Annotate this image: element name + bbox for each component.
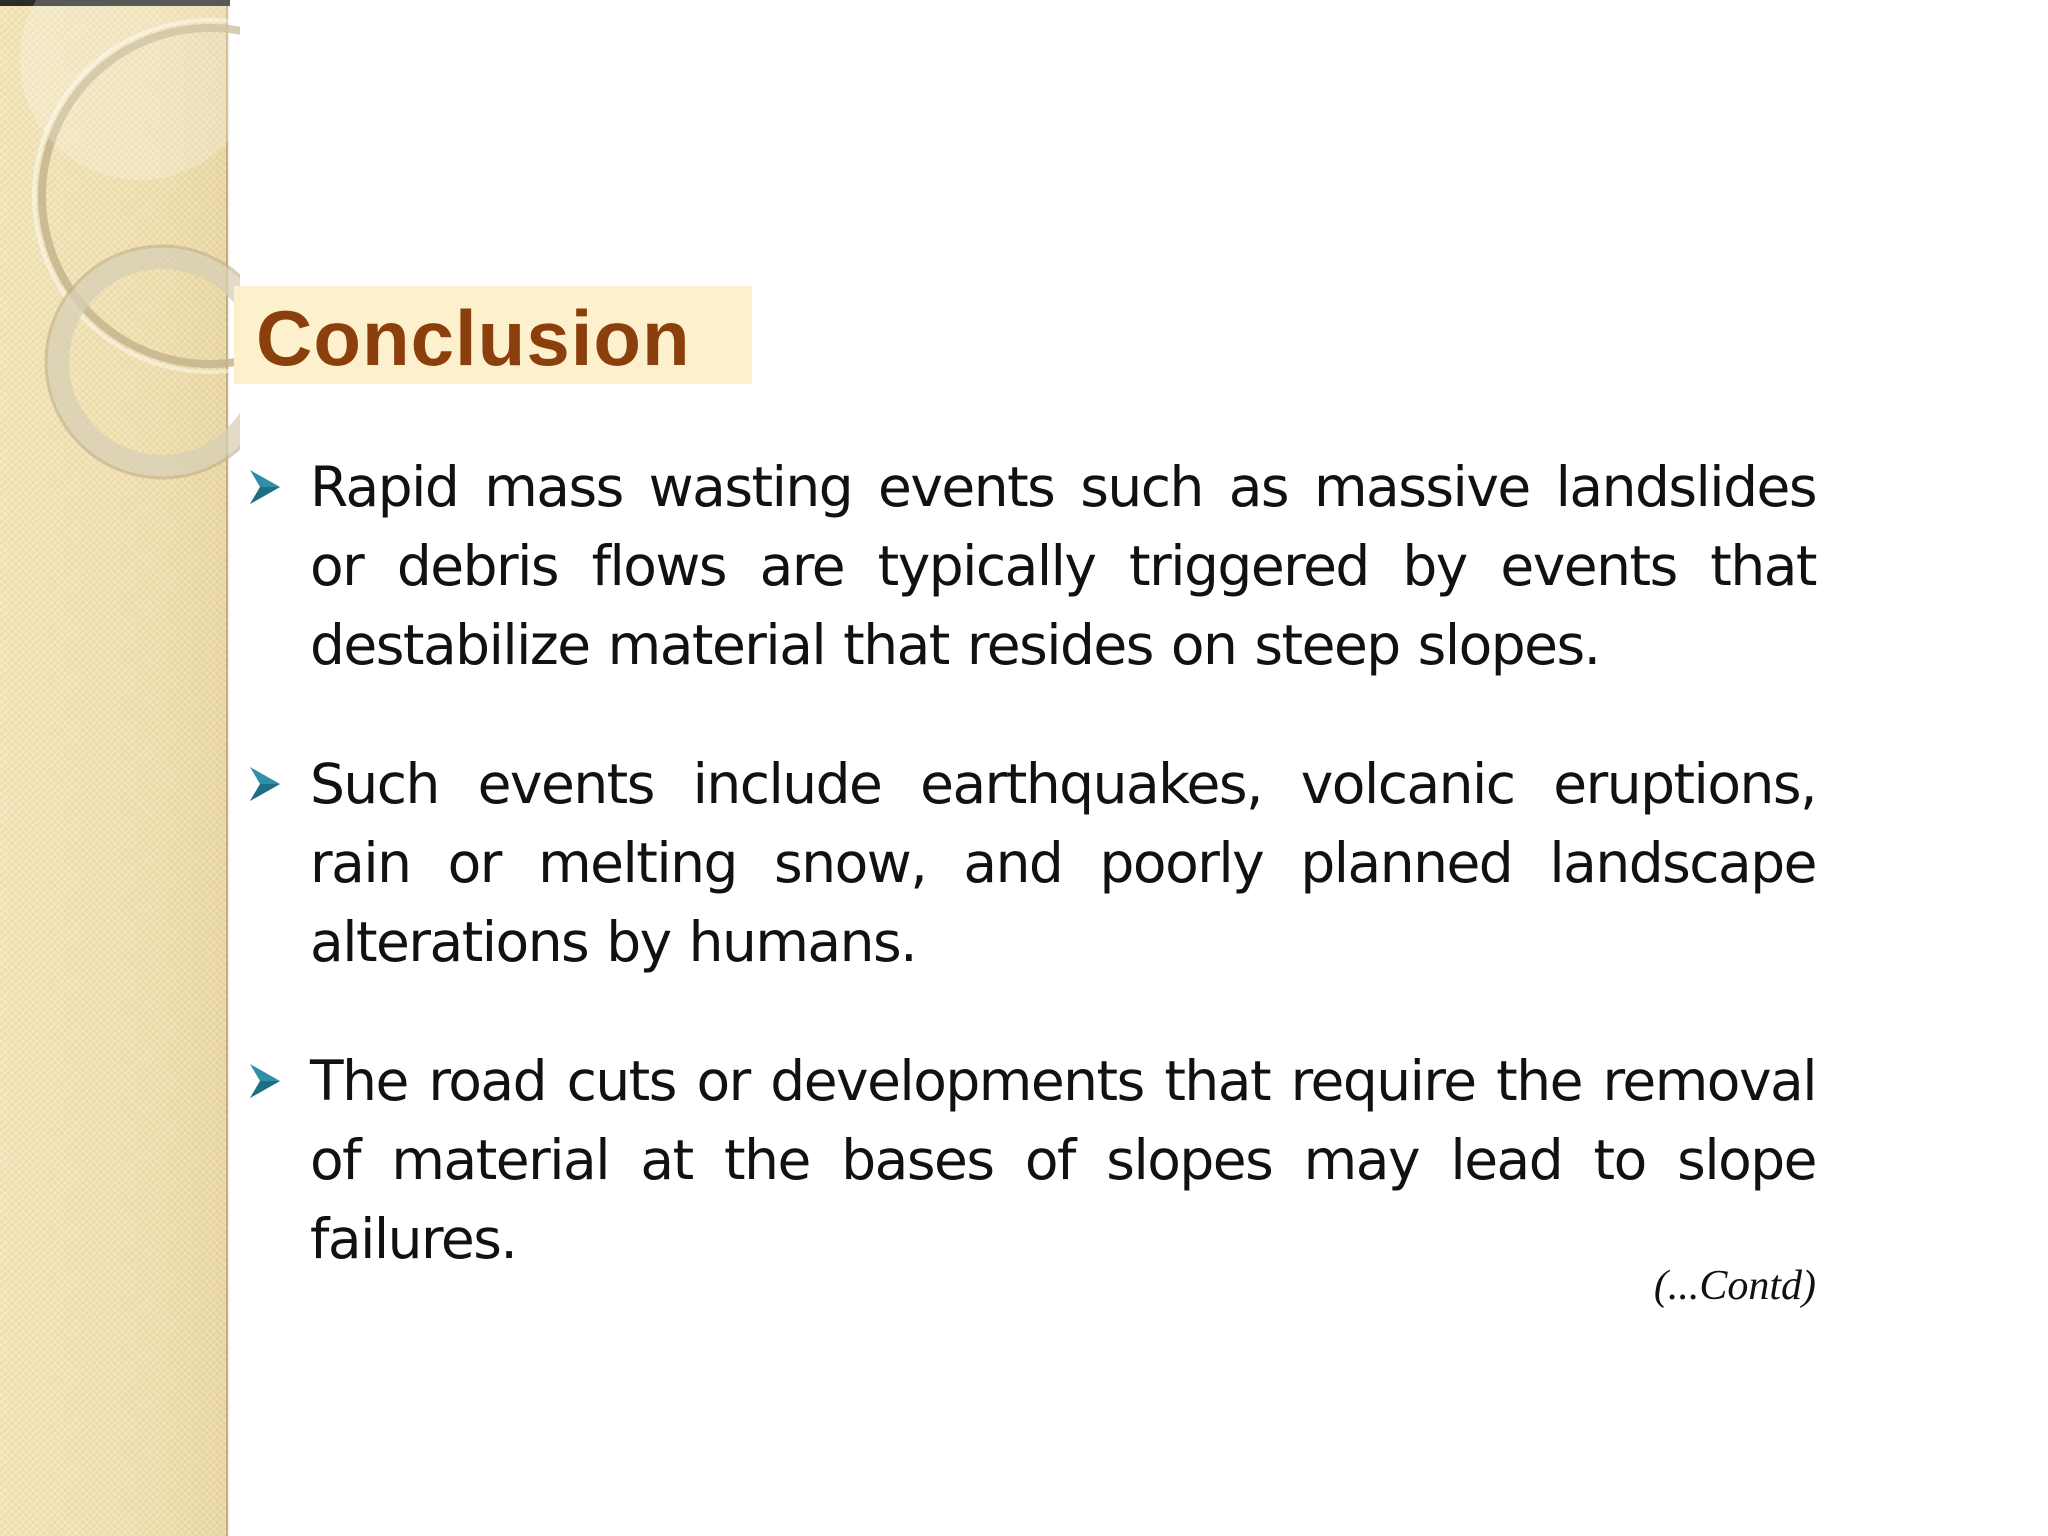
bullet-text: Rapid mass wasting events such as massive landslides or debris flows are typically triggered by events that destabilize material that resides on steep slopes. xyxy=(310,455,1816,677)
bullet-text: The road cuts or developments that require the removal of material at the bases of slopes may lead to slope failures. xyxy=(310,1049,1816,1271)
continuation-note: (...Contd) xyxy=(1653,1263,1816,1309)
arrowhead-bullet-icon xyxy=(248,1062,282,1100)
bullet-text: Such events include earthquakes, volcanic eruptions, rain or melting snow, and poorly planned landscape alterations by humans. xyxy=(310,752,1816,974)
decorative-disc xyxy=(20,0,240,180)
arrowhead-bullet-icon xyxy=(248,468,282,506)
slide-title: Conclusion xyxy=(256,294,691,382)
bullet-item xyxy=(248,1042,1816,1279)
bullet-list xyxy=(248,448,1816,1339)
bullet-item xyxy=(248,745,1816,982)
bullet-item xyxy=(248,448,1816,685)
decorative-rings xyxy=(0,0,240,520)
arrowhead-bullet-icon xyxy=(248,765,282,803)
